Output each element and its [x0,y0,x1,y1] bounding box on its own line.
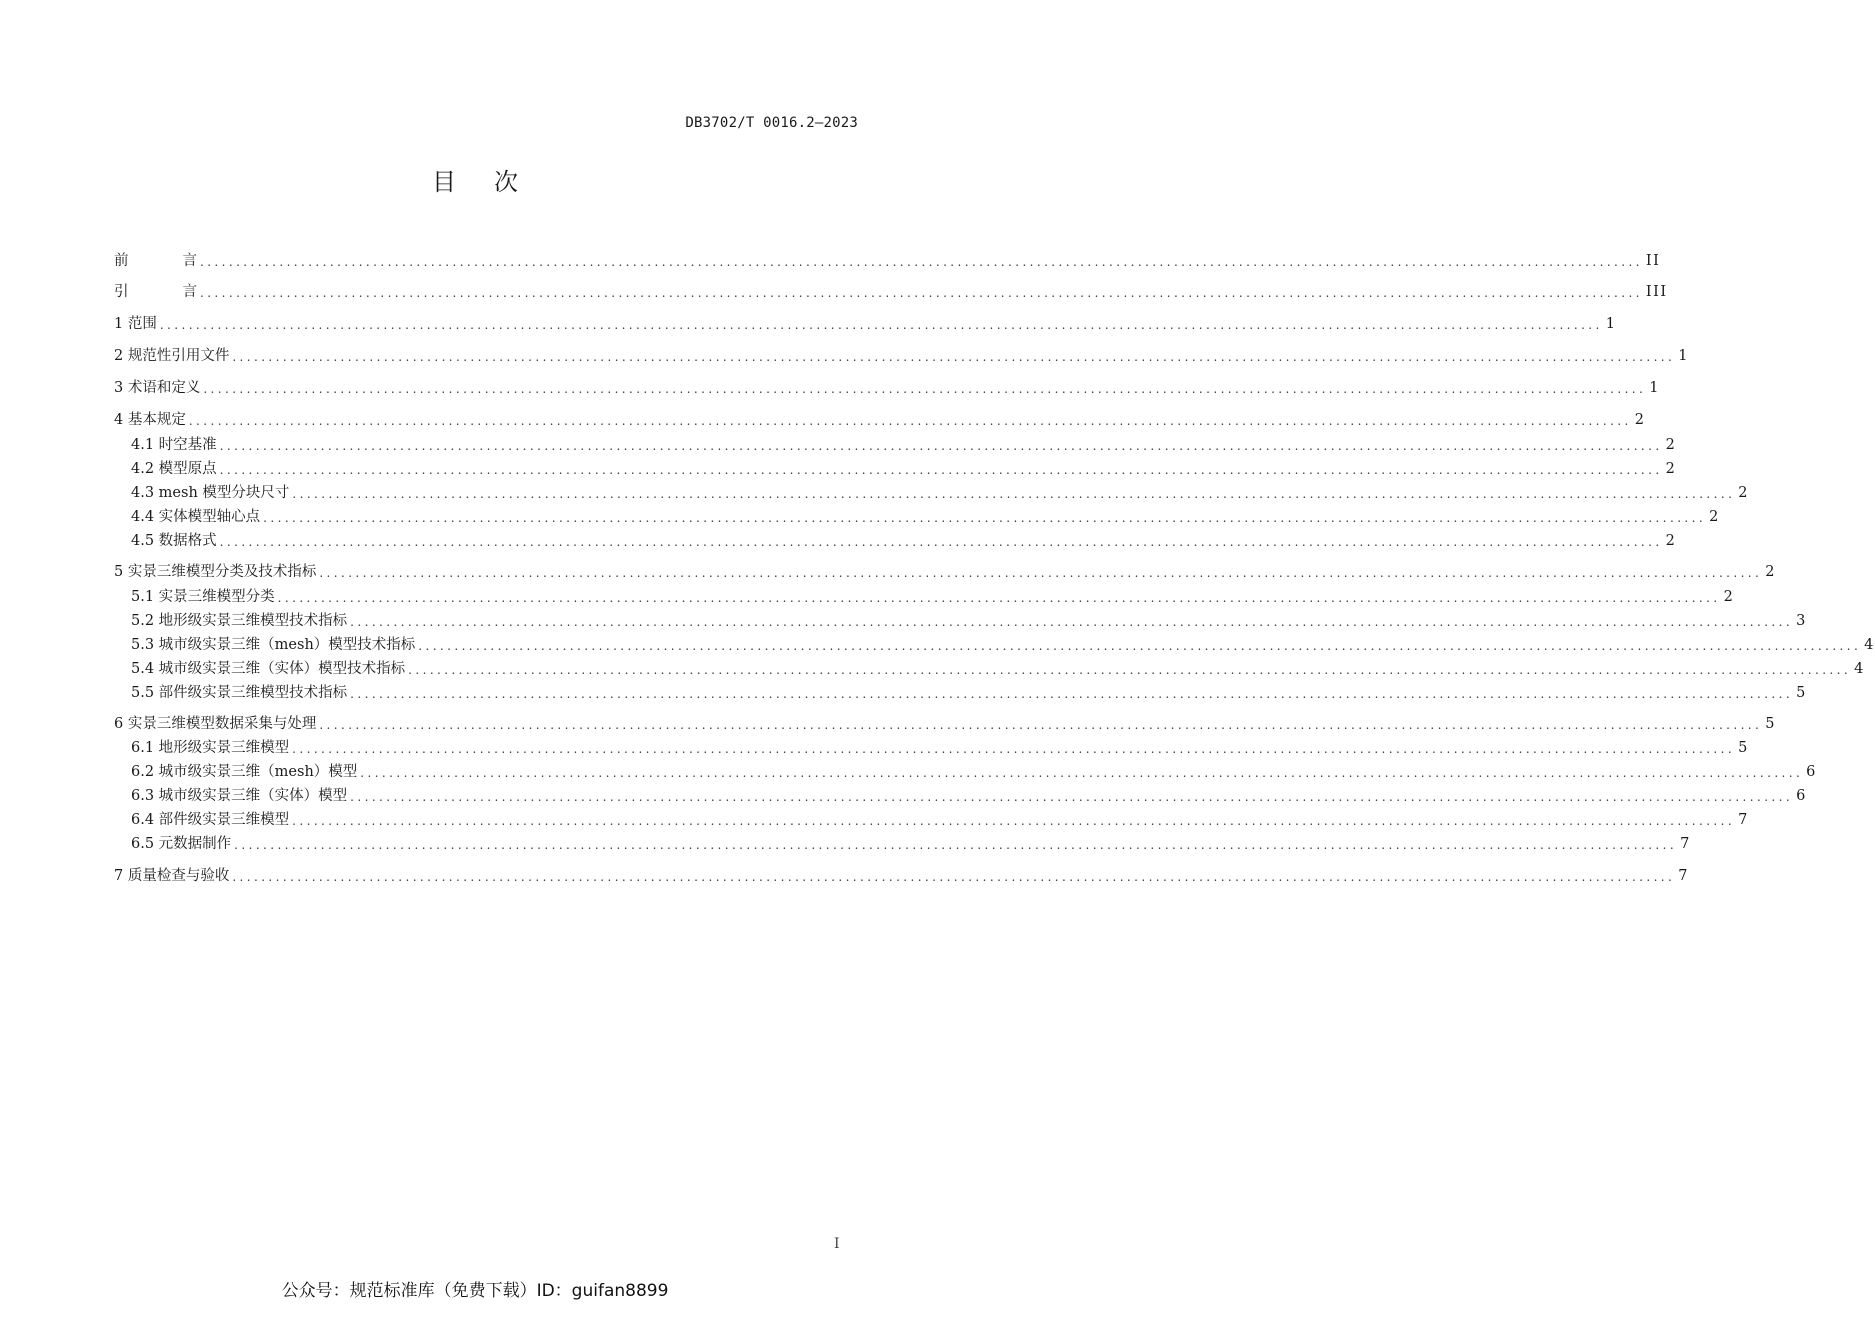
page-title-char: 目 [432,168,494,196]
toc-entry-label: 3 术语和定义 [114,380,201,396]
toc-leader-dots: ........................................................................................................................................................................................................ [232,350,1676,364]
toc-entry-page: 3 [1796,613,1807,629]
toc-entry-label: 7 质量检查与验收 [114,868,230,884]
toc-leader-dots: ........................................................................................................................................................................................................ [408,663,1852,677]
toc-entry-page: 2 [1765,564,1776,580]
toc-entry-page: 6 [1796,788,1807,804]
toc-leader-dots: ........................................................................................................................................................................................................ [292,814,1736,828]
toc-leader-dots: ........................................................................................................................................................................................................ [350,687,1794,701]
toc-entry-label: 5.4 城市级实景三维（实体）模型技术指标 [131,661,406,677]
toc-entry-page: 4 [1864,637,1875,653]
toc-entry[interactable] [114,737,1749,759]
toc-leader-dots: ........................................................................................................................................................................................................ [159,318,1603,332]
toc-entry[interactable] [114,761,1817,783]
document-code: DB3702/T 0016.2—2023 [685,115,858,131]
toc-entry[interactable] [114,458,1677,480]
toc-entry-label: 5.1 实景三维模型分类 [131,589,275,605]
toc-leader-dots: ........................................................................................................................................................................................................ [319,566,1763,580]
toc-entry-page: 2 [1634,412,1646,428]
toc-leader-dots: ........................................................................................................................................................................................................ [292,487,1736,501]
toc-entry[interactable] [114,833,1691,855]
toc-entry[interactable] [114,409,1646,431]
toc-entry-label: 6.2 城市级实景三维（mesh）模型 [131,764,358,780]
toc-leader-dots: ........................................................................................................................................................................................................ [350,790,1794,804]
toc-entry-page: 7 [1678,868,1689,884]
toc-entry[interactable] [114,313,1617,335]
toc-leader-dots: ........................................................................................................................................................................................................ [200,255,1643,269]
toc-entry-label: 5.5 部件级实景三维模型技术指标 [131,685,348,701]
toc-entry-page: 2 [1665,533,1677,549]
toc-leader-dots: ........................................................................................................................................................................................................ [234,838,1678,852]
toc-entry[interactable] [114,482,1750,504]
page-number: I [834,1236,840,1252]
toc-entry-page: 1 [1678,348,1689,364]
toc-entry-page: 2 [1665,437,1677,453]
toc-leader-dots: ........................................................................................................................................................................................................ [219,535,1663,549]
toc-entry-page: 2 [1723,589,1735,605]
toc-entry[interactable] [114,713,1776,735]
toc-entry-label: 前言 [114,253,197,269]
toc-entry[interactable] [114,634,1875,656]
toc-leader-dots: ........................................................................................................................................................................................................ [203,382,1647,396]
page-title-char: 次 [494,168,556,196]
toc-leader-dots: ........................................................................................................................................................................................................ [319,718,1763,732]
footer-note: 公众号：规范标准库（免费下载）ID：guifan8899 [281,1281,669,1301]
toc-leader-dots: ........................................................................................................................................................................................................ [418,639,1862,653]
toc-entry-label: 4.3 mesh 模型分块尺寸 [131,485,290,501]
toc-entry-page: 5 [1738,740,1749,756]
toc-entry-page: II [1645,253,1661,269]
page-title [0,162,950,197]
toc-leader-dots: ........................................................................................................................................................................................................ [219,463,1663,477]
toc-entry-page: 1 [1649,380,1660,396]
toc-entry-label: 6 实景三维模型数据采集与处理 [114,716,317,732]
toc-entry-page: 2 [1665,461,1677,477]
toc-leader-dots: ........................................................................................................................................................................................................ [188,414,1632,428]
toc-leader-dots: ........................................................................................................................................................................................................ [350,615,1794,629]
toc-entry[interactable] [114,377,1660,399]
toc-entry[interactable] [114,281,1668,303]
toc-entry[interactable] [114,586,1735,608]
toc-entry[interactable] [114,682,1807,704]
toc-entry[interactable] [114,809,1749,831]
toc-entry[interactable] [114,658,1865,680]
toc-entry-label: 6.3 城市级实景三维（实体）模型 [131,788,348,804]
toc-entry-label: 4.5 数据格式 [131,533,217,549]
toc-entry-label: 4.4 实体模型轴心点 [131,509,261,525]
toc-entry[interactable] [114,561,1776,583]
toc-leader-dots: ........................................................................................................................................................................................................ [200,286,1643,300]
toc-leader-dots: ........................................................................................................................................................................................................ [360,766,1804,780]
toc-entry-label: 引言 [114,284,197,300]
toc-entry-page: 4 [1854,661,1865,677]
toc-entry[interactable] [114,865,1689,887]
toc-entry-label: 5 实景三维模型分类及技术指标 [114,564,317,580]
toc-leader-dots: ........................................................................................................................................................................................................ [219,439,1663,453]
toc-entry-label: 5.3 城市级实景三维（mesh）模型技术指标 [131,637,416,653]
toc-entry-page: 6 [1806,764,1817,780]
toc-entry-page: 7 [1738,812,1749,828]
toc-entry[interactable] [114,434,1677,456]
toc-entry[interactable] [114,785,1807,807]
toc-leader-dots: ........................................................................................................................................................................................................ [263,511,1707,525]
toc-entry-page: 5 [1765,716,1776,732]
toc-entry-label: 5.2 地形级实景三维模型技术指标 [131,613,348,629]
toc-entry-page: 2 [1709,509,1720,525]
toc-entry[interactable] [114,506,1720,528]
toc-leader-dots: ........................................................................................................................................................................................................ [277,591,1721,605]
toc-leader-dots: ........................................................................................................................................................................................................ [232,870,1676,884]
toc-entry-page: III [1645,284,1668,300]
toc-entry-label: 4.1 时空基准 [131,437,217,453]
toc-entry[interactable] [114,345,1689,367]
toc-entry[interactable] [114,610,1807,632]
toc-entry[interactable] [114,530,1677,552]
toc-leader-dots: ........................................................................................................................................................................................................ [292,742,1736,756]
toc-entry[interactable] [114,250,1661,272]
toc-entry-label: 4 基本规定 [114,412,186,428]
toc-entry-label: 2 规范性引用文件 [114,348,230,364]
toc-entry-label: 6.4 部件级实景三维模型 [131,812,290,828]
toc-entry-page: 5 [1796,685,1807,701]
toc-entry-page: 2 [1738,485,1750,501]
toc-entry-page: 7 [1680,836,1691,852]
toc-entry-label: 1 范围 [114,316,157,332]
toc-entry-label: 6.5 元数据制作 [131,836,232,852]
toc-entry-page: 1 [1605,316,1617,332]
toc-entry-label: 4.2 模型原点 [131,461,217,477]
toc-entry-label: 6.1 地形级实景三维模型 [131,740,290,756]
